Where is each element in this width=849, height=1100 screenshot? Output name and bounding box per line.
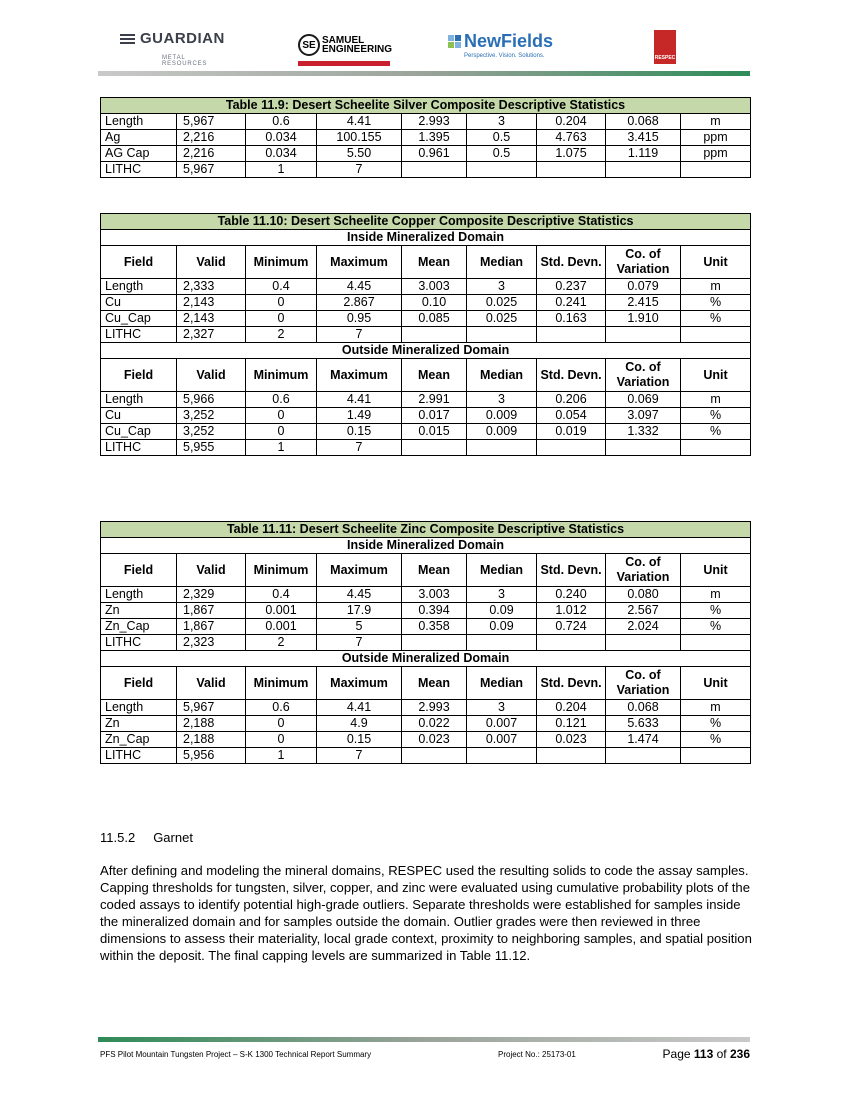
table-cell: 2.991	[402, 392, 467, 408]
domain-label: Inside Mineralized Domain	[101, 230, 751, 246]
table-cell	[537, 440, 606, 456]
table-silver-stats	[100, 97, 751, 178]
table-cell: 0.206	[537, 392, 606, 408]
column-header: Co. of Variation	[606, 667, 681, 700]
table-cell: 0.15	[317, 732, 402, 748]
table-cell: 17.9	[317, 603, 402, 619]
domain-label: Outside Mineralized Domain	[101, 343, 751, 359]
table-cell: Zn_Cap	[101, 732, 177, 748]
table-cell: 0	[246, 408, 317, 424]
table-cell: 2,323	[177, 635, 246, 651]
table-cell	[537, 748, 606, 764]
samuel-red-bar	[298, 61, 390, 66]
table-cell: 0.034	[246, 146, 317, 162]
table-row	[101, 748, 751, 764]
table-cell	[467, 748, 537, 764]
table-cell: ppm	[681, 146, 751, 162]
table-row	[101, 587, 751, 603]
table-cell	[537, 327, 606, 343]
table-cell: 0.023	[537, 732, 606, 748]
column-header: Unit	[681, 246, 751, 279]
table-cell: %	[681, 619, 751, 635]
column-header: Valid	[177, 667, 246, 700]
table-cell: 0.4	[246, 279, 317, 295]
table-cell: 3.003	[402, 587, 467, 603]
table-cell: LITHC	[101, 440, 177, 456]
table-cell: 0.121	[537, 716, 606, 732]
page-footer	[100, 1048, 750, 1064]
table-row	[101, 635, 751, 651]
column-header: Minimum	[246, 554, 317, 587]
column-header: Mean	[402, 554, 467, 587]
table-cell: 1,867	[177, 603, 246, 619]
table-title: Table 11.11: Desert Scheelite Zinc Composite Descriptive Statistics	[101, 522, 751, 538]
table-cell: 3	[467, 700, 537, 716]
table-cell: 0.007	[467, 732, 537, 748]
column-header: Mean	[402, 359, 467, 392]
column-header: Minimum	[246, 246, 317, 279]
table-cell: 0.025	[467, 311, 537, 327]
column-header: Median	[467, 246, 537, 279]
table-cell: Cu	[101, 408, 177, 424]
guardian-logo	[120, 30, 225, 67]
table-row	[101, 716, 751, 732]
table-cell: 2.415	[606, 295, 681, 311]
table-cell: Ag	[101, 130, 177, 146]
table-cell: 0.241	[537, 295, 606, 311]
table-cell: 0.025	[467, 295, 537, 311]
table-cell: 7	[317, 440, 402, 456]
table-cell: 5,956	[177, 748, 246, 764]
table-cell: 1.474	[606, 732, 681, 748]
newfields-logo	[448, 31, 554, 59]
table-cell: 5,967	[177, 114, 246, 130]
table-cell	[606, 440, 681, 456]
table-title: Table 11.10: Desert Scheelite Copper Composite Descriptive Statistics	[101, 214, 751, 230]
table-cell: 2,188	[177, 732, 246, 748]
page-header	[98, 26, 750, 74]
table-cell: 0.204	[537, 700, 606, 716]
table-cell: 0.068	[606, 700, 681, 716]
table-row	[101, 440, 751, 456]
table-row	[101, 114, 751, 130]
table-cell: 0.09	[467, 619, 537, 635]
table-cell: 0	[246, 295, 317, 311]
table-header-row	[101, 554, 751, 587]
table-cell: 0.163	[537, 311, 606, 327]
table-cell: %	[681, 311, 751, 327]
footer-report-title: PFS Pilot Mountain Tungsten Project – S-K 1300 Technical Report Summary	[100, 1050, 372, 1059]
table-cell: 3,252	[177, 424, 246, 440]
section-number: 11.5.2	[100, 830, 136, 845]
table-title: Table 11.9: Desert Scheelite Silver Composite Descriptive Statistics	[101, 98, 751, 114]
table-cell: 0.6	[246, 392, 317, 408]
table-cell: LITHC	[101, 635, 177, 651]
table-cell: 4.41	[317, 392, 402, 408]
table-cell: 3	[467, 587, 537, 603]
table-cell: 5,967	[177, 700, 246, 716]
column-header: Mean	[402, 246, 467, 279]
table-cell: 0.95	[317, 311, 402, 327]
table-cell: %	[681, 603, 751, 619]
column-header: Co. of Variation	[606, 359, 681, 392]
domain-row	[101, 538, 751, 554]
table-cell: 0.4	[246, 587, 317, 603]
page-current: 113	[693, 1047, 714, 1061]
domain-row	[101, 343, 751, 359]
column-header: Valid	[177, 359, 246, 392]
table-cell	[402, 162, 467, 178]
table-cell: 0.237	[537, 279, 606, 295]
table-cell	[537, 635, 606, 651]
table-cell: 0.009	[467, 408, 537, 424]
table-copper-stats	[100, 213, 751, 456]
table-cell: 7	[317, 327, 402, 343]
table-cell: 2,216	[177, 146, 246, 162]
table-cell: 1.910	[606, 311, 681, 327]
table-cell	[681, 440, 751, 456]
table-cell: %	[681, 295, 751, 311]
table-cell: 2.993	[402, 700, 467, 716]
table-row	[101, 424, 751, 440]
table-cell: 100.155	[317, 130, 402, 146]
newfields-squares-icon	[448, 35, 461, 48]
table-cell: %	[681, 716, 751, 732]
table-cell: ppm	[681, 130, 751, 146]
samuel-wordmark	[322, 36, 392, 54]
table-cell: 0.009	[467, 424, 537, 440]
table-cell: 2,188	[177, 716, 246, 732]
table-cell: Length	[101, 392, 177, 408]
table-cell: 4.41	[317, 114, 402, 130]
table-row	[101, 619, 751, 635]
table-cell: AG Cap	[101, 146, 177, 162]
table-row	[101, 130, 751, 146]
table-cell	[537, 162, 606, 178]
table-cell: 2,329	[177, 587, 246, 603]
table-row	[101, 279, 751, 295]
samuel-line1: SAMUEL	[322, 35, 365, 46]
table-cell	[681, 162, 751, 178]
column-header: Median	[467, 359, 537, 392]
table-cell: 0.09	[467, 603, 537, 619]
table-cell: 4.9	[317, 716, 402, 732]
table-row	[101, 603, 751, 619]
samuel-line2: ENGINEERING	[322, 44, 393, 55]
table-cell: 5,955	[177, 440, 246, 456]
table-cell: 2,333	[177, 279, 246, 295]
table-cell: 3	[467, 279, 537, 295]
table-cell	[681, 635, 751, 651]
table-cell: 1.49	[317, 408, 402, 424]
table-cell: 0.394	[402, 603, 467, 619]
section-title: Garnet	[153, 830, 193, 845]
column-header: Unit	[681, 554, 751, 587]
domain-label: Inside Mineralized Domain	[101, 538, 751, 554]
table-cell: 0.068	[606, 114, 681, 130]
table-cell: m	[681, 700, 751, 716]
table-cell	[402, 440, 467, 456]
column-header: Unit	[681, 359, 751, 392]
table-row	[101, 146, 751, 162]
table-row	[101, 392, 751, 408]
table-cell	[402, 748, 467, 764]
section-heading	[100, 830, 211, 845]
table-cell: 2,216	[177, 130, 246, 146]
table-cell: 0.001	[246, 619, 317, 635]
table-cell: LITHC	[101, 327, 177, 343]
table-cell: 0.961	[402, 146, 467, 162]
table-cell: 0.204	[537, 114, 606, 130]
table-row	[101, 327, 751, 343]
column-header: Std. Devn.	[537, 554, 606, 587]
table-row	[101, 162, 751, 178]
column-header: Std. Devn.	[537, 246, 606, 279]
column-header: Unit	[681, 667, 751, 700]
table-cell: Zn	[101, 716, 177, 732]
table-cell: 3,252	[177, 408, 246, 424]
table-cell	[402, 635, 467, 651]
table-cell: Length	[101, 279, 177, 295]
table-cell: 5,967	[177, 162, 246, 178]
table-cell: 7	[317, 635, 402, 651]
guardian-subtitle: METAL RESOURCES	[162, 55, 208, 67]
table-cell: 0.5	[467, 146, 537, 162]
table-cell: 1.075	[537, 146, 606, 162]
footer-page-number	[663, 1047, 750, 1061]
table-cell: 0.6	[246, 114, 317, 130]
column-header: Co. of Variation	[606, 554, 681, 587]
table-cell	[681, 327, 751, 343]
table-row	[101, 700, 751, 716]
table-cell: 1	[246, 162, 317, 178]
table-cell: 0.015	[402, 424, 467, 440]
column-header: Mean	[402, 667, 467, 700]
table-cell: 2.993	[402, 114, 467, 130]
table-cell: 0.069	[606, 392, 681, 408]
table-cell: 2.867	[317, 295, 402, 311]
table-cell: Cu_Cap	[101, 311, 177, 327]
table-cell: 1.395	[402, 130, 467, 146]
table-cell: 3.097	[606, 408, 681, 424]
page-word: Page	[662, 1047, 691, 1061]
table-cell: 3.415	[606, 130, 681, 146]
table-zinc-stats	[100, 521, 751, 764]
table-cell: 5,966	[177, 392, 246, 408]
domain-label: Outside Mineralized Domain	[101, 651, 751, 667]
column-header: Maximum	[317, 667, 402, 700]
table-cell: 0.085	[402, 311, 467, 327]
table-row	[101, 408, 751, 424]
guardian-mark-icon	[120, 32, 135, 46]
guardian-name: GUARDIAN	[140, 30, 225, 47]
table-cell: 0.15	[317, 424, 402, 440]
table-cell: Cu_Cap	[101, 424, 177, 440]
table-cell: 1,867	[177, 619, 246, 635]
column-header: Minimum	[246, 359, 317, 392]
table-cell: 2.567	[606, 603, 681, 619]
table-cell: 0.007	[467, 716, 537, 732]
table-cell: 0.724	[537, 619, 606, 635]
table-cell: 3	[467, 114, 537, 130]
table-cell: 5.633	[606, 716, 681, 732]
column-header: Field	[101, 667, 177, 700]
table-cell: 1	[246, 440, 317, 456]
table-row	[101, 311, 751, 327]
table-cell: 0	[246, 732, 317, 748]
column-header: Median	[467, 554, 537, 587]
table-cell: 0.5	[467, 130, 537, 146]
table-cell: 3.003	[402, 279, 467, 295]
column-header: Field	[101, 359, 177, 392]
column-header: Valid	[177, 246, 246, 279]
table-cell: 2.024	[606, 619, 681, 635]
table-cell: 0.022	[402, 716, 467, 732]
table-cell: %	[681, 732, 751, 748]
column-header: Valid	[177, 554, 246, 587]
column-header: Maximum	[317, 359, 402, 392]
table-cell: LITHC	[101, 162, 177, 178]
table-cell: 0.019	[537, 424, 606, 440]
table-cell: m	[681, 279, 751, 295]
table-cell	[467, 635, 537, 651]
table-cell: 1.119	[606, 146, 681, 162]
table-cell: 1	[246, 748, 317, 764]
table-row	[101, 732, 751, 748]
respec-name: RESPEC	[654, 55, 676, 61]
footer-project-number: Project No.: 25173-01	[498, 1050, 576, 1059]
table-cell	[467, 327, 537, 343]
table-cell: %	[681, 424, 751, 440]
table-cell: 4.41	[317, 700, 402, 716]
domain-row	[101, 651, 751, 667]
table-cell: Zn_Cap	[101, 619, 177, 635]
table-cell: Length	[101, 587, 177, 603]
table-cell	[681, 748, 751, 764]
table-header-row	[101, 359, 751, 392]
table-cell: 0.079	[606, 279, 681, 295]
table-cell: 0.6	[246, 700, 317, 716]
footer-rule	[98, 1037, 750, 1042]
table-cell: Cu	[101, 295, 177, 311]
table-cell	[606, 635, 681, 651]
table-cell: 0.017	[402, 408, 467, 424]
table-cell: Length	[101, 114, 177, 130]
header-rule	[98, 71, 750, 76]
table-cell: 4.45	[317, 587, 402, 603]
table-header-row	[101, 667, 751, 700]
table-cell: 2	[246, 327, 317, 343]
table-cell: LITHC	[101, 748, 177, 764]
table-header-row	[101, 246, 751, 279]
table-cell: 0.054	[537, 408, 606, 424]
table-cell	[606, 162, 681, 178]
table-cell	[606, 327, 681, 343]
table-cell: Zn	[101, 603, 177, 619]
table-cell: 4.763	[537, 130, 606, 146]
table-cell: 1.012	[537, 603, 606, 619]
table-cell	[467, 162, 537, 178]
table-cell: 0.10	[402, 295, 467, 311]
table-cell: 0.358	[402, 619, 467, 635]
table-cell: m	[681, 587, 751, 603]
table-cell: 2,143	[177, 295, 246, 311]
table-cell: 0.240	[537, 587, 606, 603]
table-cell: 5	[317, 619, 402, 635]
samuel-mark-icon: SE	[298, 34, 320, 56]
column-header: Field	[101, 554, 177, 587]
table-cell: 7	[317, 748, 402, 764]
table-cell: 3	[467, 392, 537, 408]
table-cell: %	[681, 408, 751, 424]
table-cell: 7	[317, 162, 402, 178]
table-cell: 4.45	[317, 279, 402, 295]
column-header: Std. Devn.	[537, 667, 606, 700]
table-cell	[467, 440, 537, 456]
newfields-name: NewFields	[464, 31, 554, 51]
column-header: Std. Devn.	[537, 359, 606, 392]
table-cell: 0.080	[606, 587, 681, 603]
table-cell: 0	[246, 716, 317, 732]
table-cell: 0.001	[246, 603, 317, 619]
table-cell: 5.50	[317, 146, 402, 162]
newfields-subtitle: Perspective. Vision. Solutions.	[464, 53, 545, 59]
column-header: Median	[467, 667, 537, 700]
table-cell	[402, 327, 467, 343]
page-total: 236	[729, 1047, 750, 1061]
table-cell: 1.332	[606, 424, 681, 440]
table-row	[101, 295, 751, 311]
table-cell: Length	[101, 700, 177, 716]
table-cell: 2,143	[177, 311, 246, 327]
table-cell: 0.034	[246, 130, 317, 146]
column-header: Maximum	[317, 554, 402, 587]
domain-row	[101, 230, 751, 246]
table-cell: 2	[246, 635, 317, 651]
column-header: Field	[101, 246, 177, 279]
column-header: Maximum	[317, 246, 402, 279]
column-header: Minimum	[246, 667, 317, 700]
table-cell: m	[681, 114, 751, 130]
table-cell: 0	[246, 424, 317, 440]
column-header: Co. of Variation	[606, 246, 681, 279]
body-paragraph: After defining and modeling the mineral domains, RESPEC used the resulting solids to code the assay samples. Capping thresholds for tungsten, silver, copper, and zinc were evaluated using cumulative probability plots of the coded assays to identify potential high-grade outliers. Separate thresholds were established for samples inside the mineralized domain and for samples outside the domain. Outlier grades were then reviewed in three dimensions to assess their materiality, local grade context, proximity to neighboring samples, and spatial position within the deposit. The final capping levels are summarized in Table 11.12.	[100, 863, 752, 963]
table-cell: 2,327	[177, 327, 246, 343]
respec-logo	[654, 30, 676, 64]
table-cell	[606, 748, 681, 764]
samuel-engineering-logo	[298, 34, 392, 56]
table-cell: m	[681, 392, 751, 408]
table-cell: 0.023	[402, 732, 467, 748]
table-cell: 0	[246, 311, 317, 327]
of-word: of	[716, 1047, 727, 1061]
